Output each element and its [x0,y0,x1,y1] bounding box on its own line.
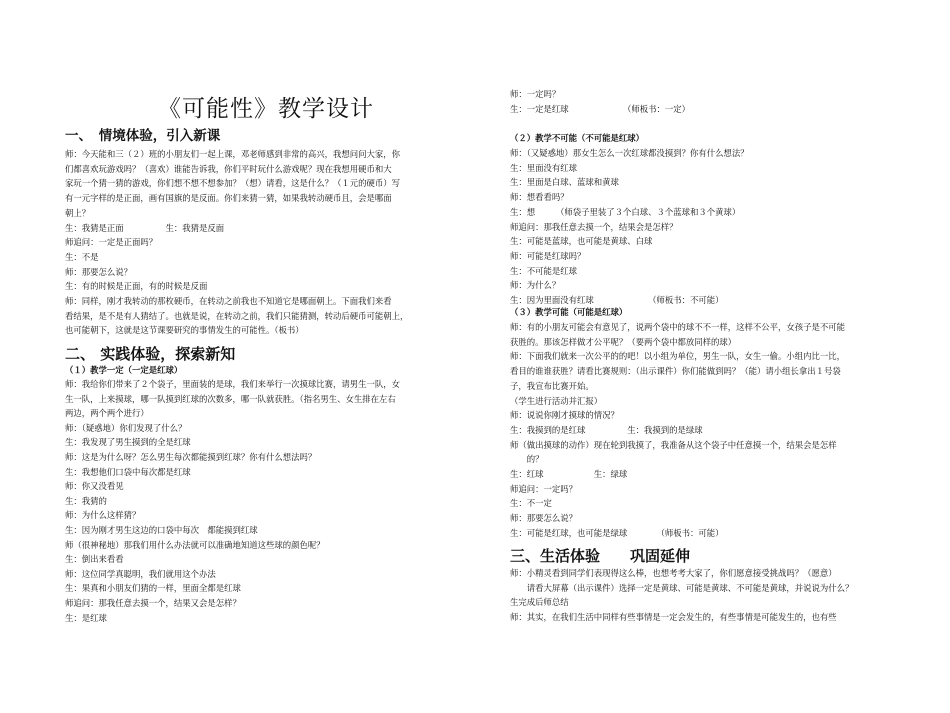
text-line: 师：这是为什么呀？怎么男生每次都能摸到红球？你有什么想法吗？ [65,452,317,462]
text-line: 生：里面没有红球 [510,162,577,173]
text-line: 师：这位同学真聪明，我们就用这个办法 [65,568,216,579]
text-line: 生：红球 生：绿球 [510,469,628,479]
text-line: 师追问：一定吗？ [510,483,577,494]
text-line: 师：其实，在我们生活中同样有些事情是一定会发生的，有些事情是可能发生的，也有些 [510,612,837,623]
text-line: 生：因为刚才男生这边的口袋中每次 都能摸到红球 [65,525,258,535]
text-line: 有一元字样的是正面，画有国旗的是反面。你们来猜一猜，如果我转动硬币且，会是哪面 [65,193,392,204]
text-line: 师：说说你刚才摸球的情况？ [510,410,619,421]
text-line: 生：我发现了男生摸到的全是红球 [65,437,191,448]
text-line: 生：我摸到的是红球 生：我摸到的是绿球 [510,424,703,435]
text-line: 师：有的小朋友可能会有意见了，说两个袋中的球不不一样，这样不公平，女孩子是不可能 [510,322,845,332]
text-line: 子，我宣布比赛开始。 [510,380,594,391]
text-line: （学生进行活动并汇报） [510,395,603,406]
text-line: 的？ [510,454,544,465]
text-line: 师：那要怎么说？ [65,266,132,277]
subsection-3-heading: （３）教学可能（可能是红球） [510,307,628,317]
text-line: 师：你又没看见 [65,481,124,492]
text-line: 师（做出摸球的动作）现在轮到我摸了，我准备从这个袋子中任意摸一个，结果会是怎样 [510,439,837,450]
text-line: 师：（又疑惑地）那女生怎么一次红球都没摸到？你有什么想法？ [510,148,749,158]
text-line: 生：我想他们口袋中每次都是红球 [65,466,191,477]
text-line: 也可能朝下，这就是这节课要研究的事情发生的可能性。（板书） [65,325,304,336]
text-line: 看目的谁谁获胜？请看比赛规则：（出示课件）你们能做到吗？（能）请小组长拿出１号袋 [510,366,841,377]
text-line: 获胜的。那该怎样做才公平呢？（要两个袋中都放同样的球） [510,336,737,347]
text-line: 生：是红球 [65,612,107,623]
section-3-heading: 三、生活体验 巩固延伸 [510,547,691,565]
text-line: 师：小精灵看到同学们表现得这么棒，也想考考大家了，你们愿意接受挑战吗？（愿意） [510,568,837,578]
text-line: 师追问：一定是正面吗？ [65,237,158,248]
subsection-1-heading: （１）教学一定（一定是红球） [65,365,183,375]
text-line: 师：为什么这样猜？ [65,510,141,521]
text-line: 生完成后师总结 [510,597,569,608]
section-1-heading: 一、 情境体验，引入新课 [65,128,221,144]
text-line: 生：有的时候是正面，有的时候是反面 [65,281,208,292]
text-line: 生：可能是红球，也可能是绿球 （师板书：可能） [510,527,724,538]
text-line: 师：那要怎么说？ [510,513,577,524]
text-line: 生：想 （师袋子里装了３个白球、３个蓝球和３个黄球） [510,206,741,217]
text-line: 师：下面我们就来一次公平的的吧！以小组为单位，男生一队，女生一偷。小组内比一比， [510,351,845,362]
text-line: 生：不是 [65,251,99,262]
text-line: 生：倒出来看看 [65,554,124,565]
text-line: 生：我猜是正面 生：我猜是反面 [65,222,225,233]
text-line: 朝上？ [65,207,91,218]
text-line: 师（很神秘地）那我们用什么办法就可以准确地知道这些球的颜色呢？ [65,539,325,550]
text-line: 请看大屏幕（出示课件）选择一定是黄球、可能是黄球、不可能是黄球，并说说为什么？ [510,582,854,593]
text-line: 师：我给你们带来了２个袋子，里面装的是球，我们来举行一次摸球比赛，请男生一队，女 [65,379,400,389]
text-line: 生：可能是蓝球，也可能是黄球、白球 [510,236,653,247]
text-line: 们都喜欢玩游戏吗？（喜欢）谁能告诉我，你们平时玩什么游戏呢？现在我想用硬币和大 [65,163,392,174]
text-line: 师：可能是红球吗？ [510,250,586,261]
text-line: 师：想看看吗？ [510,192,569,203]
text-line: 生：不一定 [510,498,552,509]
text-line: 看结果，是不是有人猜结了。也就是说，在转动之前，我们只能猜测，转动后硬币可能朝上， [65,310,409,321]
text-line: 生一队，上来摸球，哪一队摸到红球的次数多，哪一队就获胜。（指名男生、女生排在左右 [65,393,396,404]
subsection-2-heading: （２）教学不可能（不可能是红球） [510,133,644,143]
text-line: 两边，两个两个进行） [65,408,149,419]
text-line: 生：不可能是红球 [510,265,577,276]
text-line: 师：一定吗？ [510,89,561,99]
text-line: 师追问：那我任意去摸一个，结果又会是怎样？ [65,598,241,608]
text-line: 生：因为里面没有红球 （师板书：不可能） [510,295,724,305]
text-line: 师追问：那我任意去摸一个，结果会是怎样？ [510,221,678,232]
text-line: 家玩一个猜一猜的游戏，你们想不想不想参加？（想）请看，这是什么？（１元的硬币）写 [65,178,400,189]
text-line: 师：（疑惑地）你们发现了什么？ [65,422,187,433]
document-title: 《可能性》教学设计 [158,96,374,122]
text-line: 师：为什么？ [510,280,561,291]
text-line: 师：今天能和三（２）班的小朋友们一起上课，邓老师感到非常的高兴，我想问问大家，你 [65,149,400,159]
text-line: 生：一定是红球 （师板书：一定） [510,103,691,114]
text-line: 师：同样，刚才我转动的那枚硬币，在转动之前我也不知道它是哪面朝上。下面我们来看 [65,296,392,306]
text-line: 生：我猜的 [65,495,107,506]
text-line: 生：里面是白球、蓝球和黄球 [510,177,619,188]
section-2-heading: 二、 实践体验，探索新知 [65,345,236,363]
text-line: 生：果真和小朋友们猜的一样，里面全都是红球 [65,583,241,594]
